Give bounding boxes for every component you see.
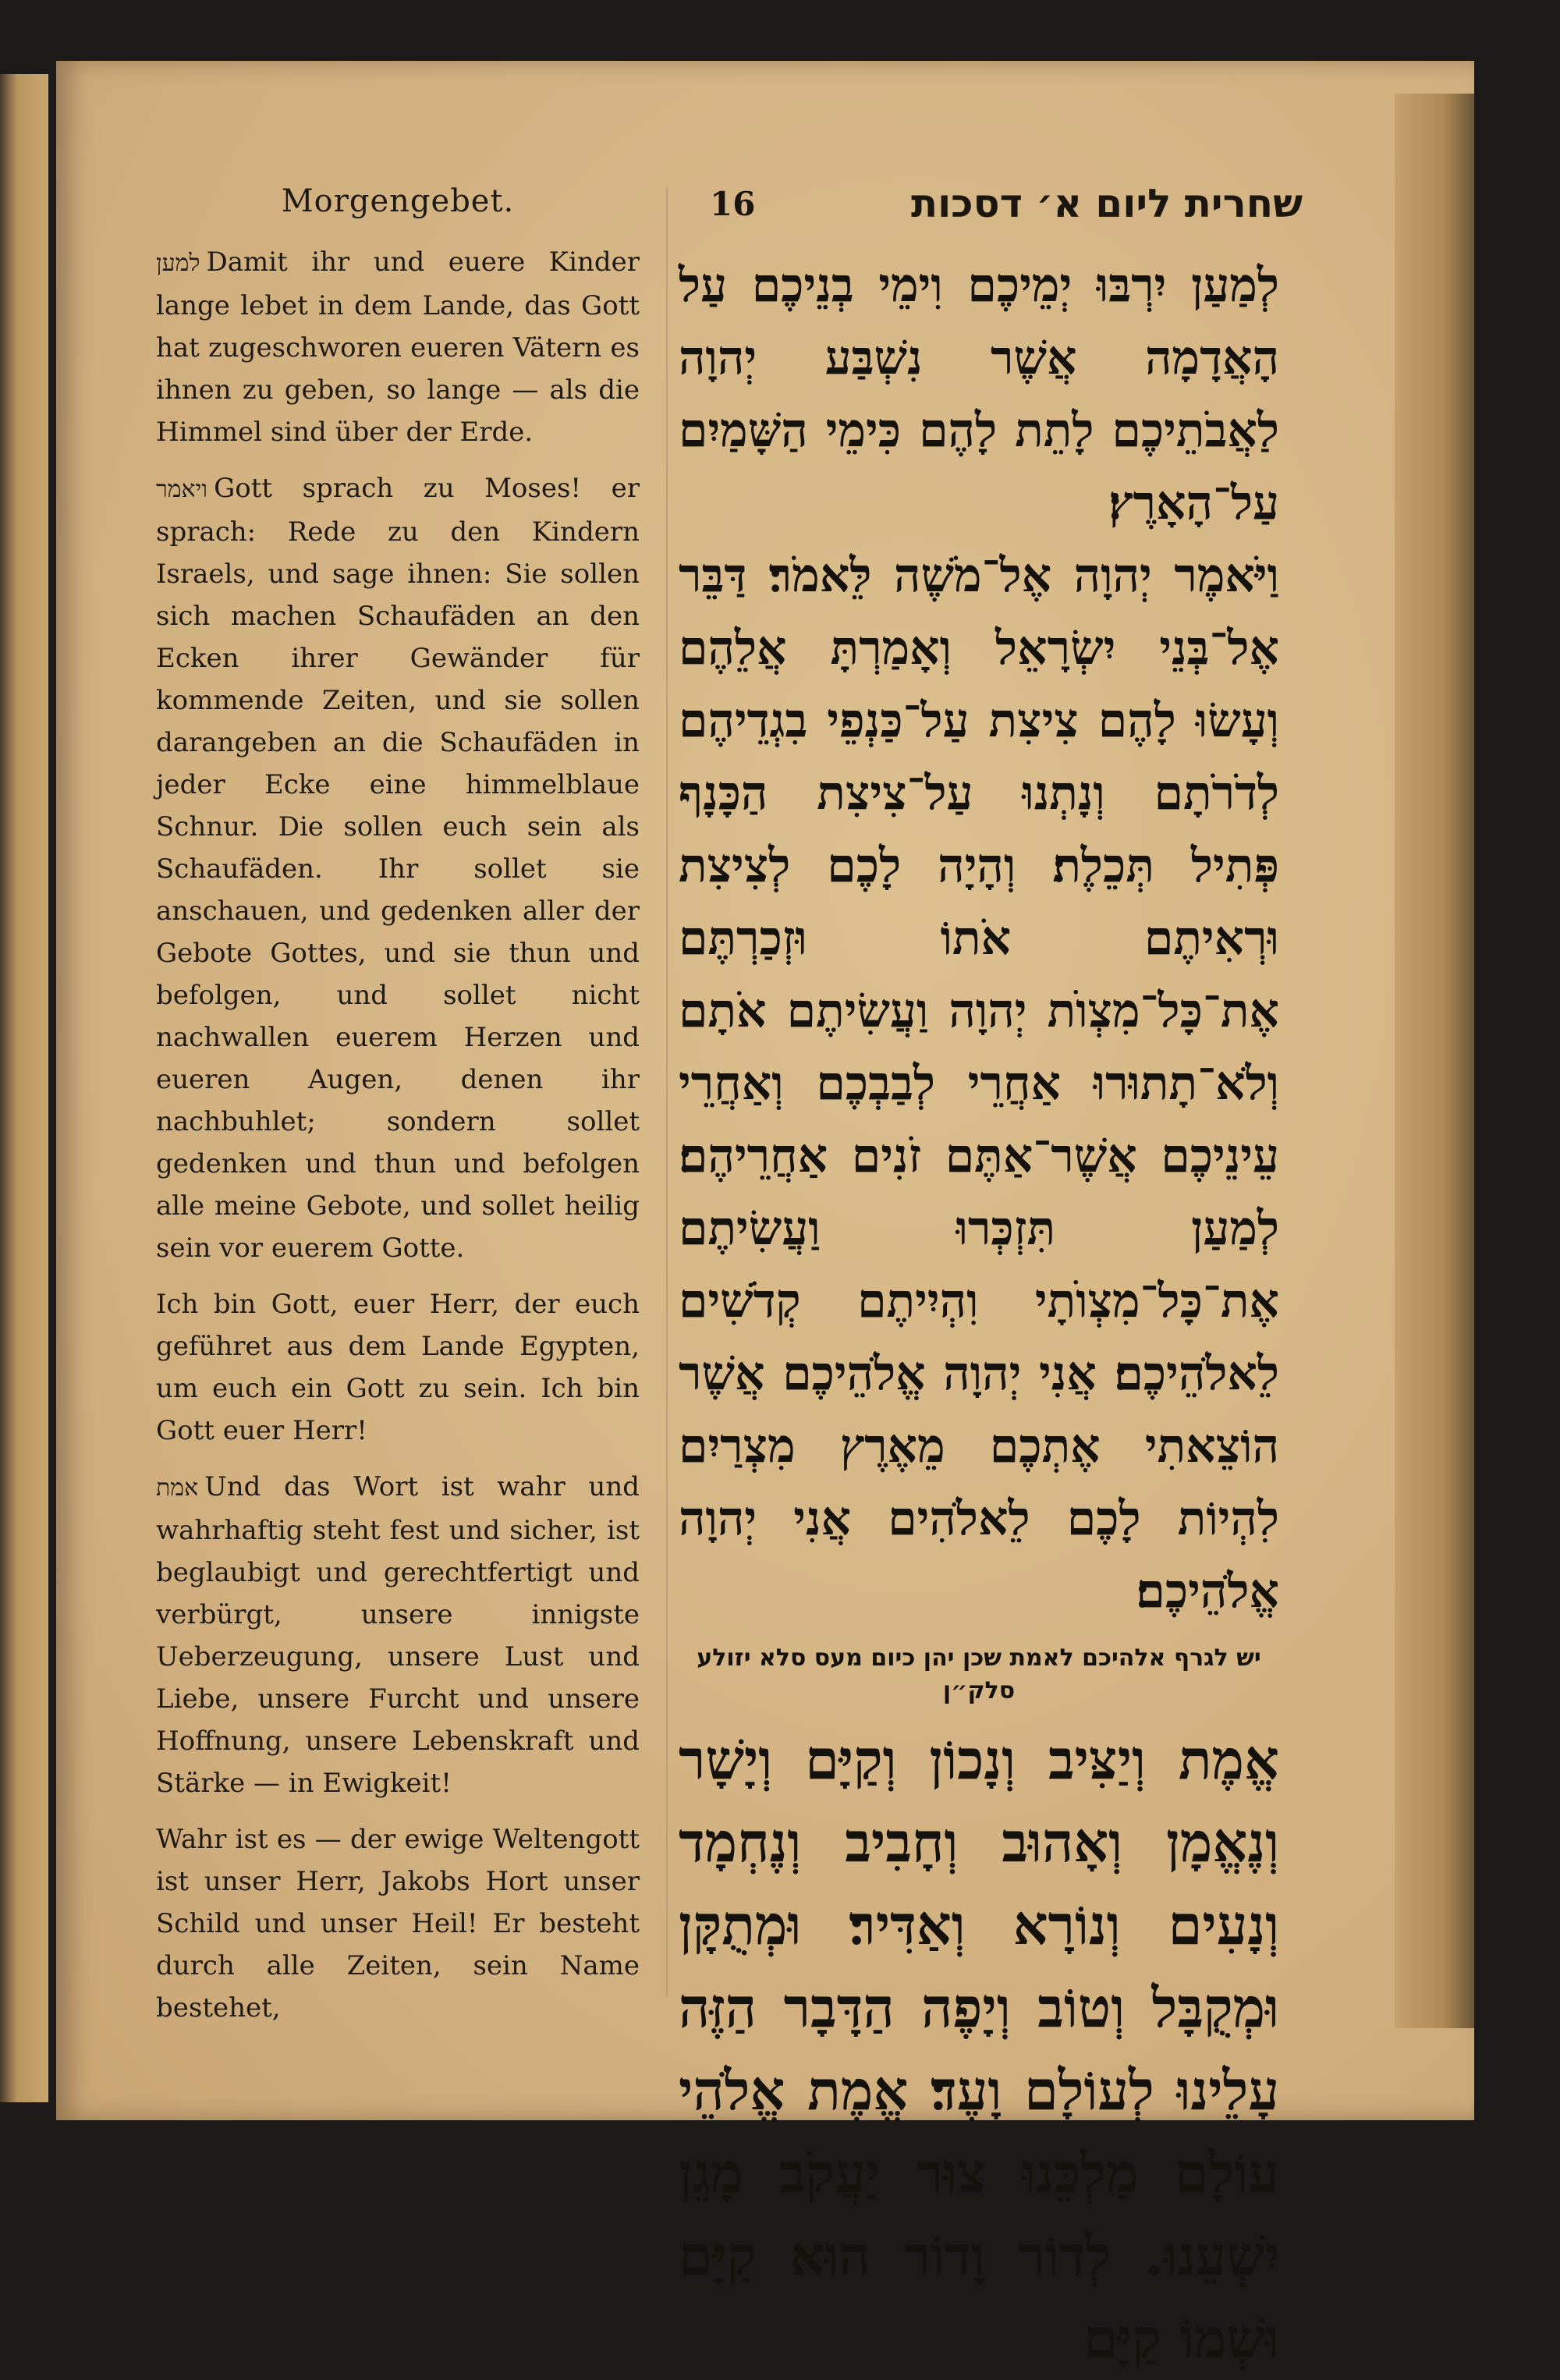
hebrew-catchword: למען (156, 250, 200, 277)
german-paragraph-3: Ich bin Gott, euer Herr, der euch geführet aus dem Lande Egypten, um euch ein Gott zu sein. Ich bin Gott euer Herr! (156, 1289, 640, 1446)
hebrew-block-3: אֱמֶת וְיַצִּיב וְנָכוֹן וְקַיָּם וְיָשָׁר וְנֶאֱמָן וְאָהוּב וְחָבִיב וְנֶחְמָד וְנָעִים וְנוֹרָא וְאַדִּיר׃ וּמְתֻקָּן וּמְקֻבָּל וְטוֹב וְיָפֶה הַדָּבָר הַזֶּה עָלֵינוּ לְעוֹלָם וָעֶד׃ אֱמֶת אֱלֹהֵי עוֹלָם מַלְכֵּנוּ צוּר יַעֲקֹב מָגֵן יִשְׁעֵנוּ. לְדוֹר וָדוֹר הוּא קַיָּם וּשְׁמוֹ קַיָּם (679, 1727, 1279, 2371)
left-running-header: Morgengebet. (281, 183, 515, 219)
german-paragraph-4 (156, 1466, 640, 1804)
facing-page-edge (0, 74, 48, 2102)
page-fore-edge (1395, 94, 1474, 2028)
right-running-header (710, 181, 1303, 226)
hebrew-block-2: וַיֹּאמֶר יְהוָה אֶל־מֹשֶׁה לֵּאמֹר׃ דַּבֵּר אֶל־בְּנֵי יִשְׂרָאֵל וְאָמַרְתָּ אֲלֵהֶם וְעָשׂוּ לָהֶם צִיצִת עַל־כַּנְפֵי בִגְדֵיהֶם לְדֹרֹתָם וְנָתְנוּ עַל־צִיצִת הַכָּנָף פְּתִיל תְּכֵלֶת׃ וְהָיָה לָכֶם לְצִיצִת וּרְאִיתֶם אֹתוֹ וּזְכַרְתֶּם אֶת־כָּל־מִצְוֺת יְהוָה וַעֲשִׂיתֶם אֹתָם וְלֹא־תָתוּרוּ אַחֲרֵי לְבַבְכֶם וְאַחֲרֵי עֵינֵיכֶם אֲשֶׁר־אַתֶּם זֹנִים אַחֲרֵיהֶם׃ לְמַעַן תִּזְכְּרוּ וַעֲשִׂיתֶם אֶת־כָּל־מִצְוֺתָי וִהְיִיתֶם קְדֹשִׁים לֵאלֹהֵיכֶם׃ אֲנִי יְהוָה אֱלֹהֵיכֶם אֲשֶׁר הוֹצֵאתִי אֶתְכֶם מֵאֶרֶץ מִצְרַיִם לִהְיוֹת לָכֶם לֵאלֹהִים אֲנִי יְהוָה אֱלֹהֵיכֶם׃ (679, 548, 1279, 1619)
german-paragraph-5: Wahr ist es — der ewige Weltengott ist unser Herr, Jakobs Hort unser Schild und unser Heil! Er besteht durch alle Zeiten, sein Name bestehet, (156, 1824, 640, 2024)
german-text: Und das Wort ist wahr und wahrhaftig steht fest und sicher, ist beglaubigt und gerechtfertigt und verbürgt, unsere innigste Ueberzeugung, unsere Lust und Liebe, unsere Furcht und unsere Hoffnung, unsere Lebenskraft und Stärke — in Ewigkeit! (156, 1471, 640, 1799)
column-divider (666, 187, 668, 1997)
hebrew-catchword: ויאמר (156, 476, 208, 503)
german-text: Damit ihr und euere Kinder lange lebet in dem Lande, das Gott hat zugeschworen eueren Vätern es ihnen zu geben, so lange — als die Himmel sind über der Erde. (156, 247, 640, 448)
hebrew-small-note: יש לגרף אלהיכם לאמת שכן יהן כיום מעס סלא יזולע סלק״ן (697, 1644, 1261, 1704)
hebrew-catchword: אמת (156, 1474, 199, 1502)
german-text: Gott sprach zu Moses! er sprach: Rede zu den Kindern Israels, und sage ihnen: Sie sollen sich machen Schaufäden an den Ecken ihrer Gewänder für kommende Zeiten, und sie sollen darangeben an die Schaufäden in jeder Ecke eine himmelblaue Schnur. Die sollen euch sein als Schaufäden. Ihr sollet sie anschauen, und gedenken aller der Gebote Gottes, und sie thun und befolgen, und sollet nicht nachwallen euerem Herzen und eueren Augen, denen ihr nachbuhlet; sondern sollet gedenken und thun und befolgen alle meine Gebote, und sollet heilig sein vor euerem Gotte. (156, 473, 640, 1264)
page-number: 16 (710, 184, 756, 223)
german-paragraph-2 (156, 467, 640, 1269)
german-paragraph-1 (156, 241, 640, 453)
hebrew-column (679, 250, 1279, 2380)
german-column (156, 183, 640, 2043)
hebrew-header-title: שחרית ליום א׳ דסכות (910, 181, 1303, 226)
hebrew-block-1: לְמַעַן יִרְבּוּ יְמֵיכֶם וִימֵי בְנֵיכֶם עַל הָאֲדָמָה אֲשֶׁר נִשְׁבַּע יְהוָה לַאֲבֹתֵיכֶם לָתֵת לָהֶם כִּימֵי הַשָּׁמַיִם עַל־הָאָרֶץ׃ (679, 258, 1279, 530)
